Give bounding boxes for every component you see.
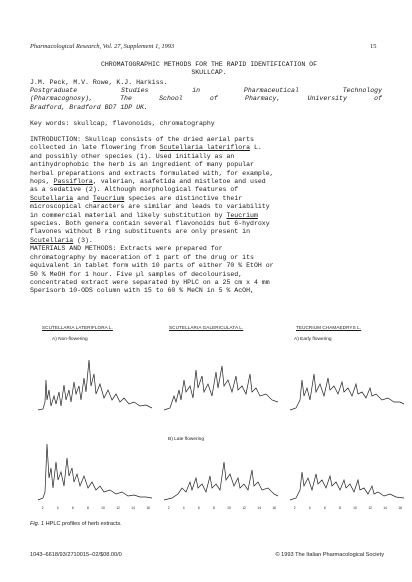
keywords-text: skullcap, flavonoids, chromatography bbox=[73, 120, 215, 127]
axis-tick-label: 14 bbox=[383, 506, 387, 510]
chromatogram-trace bbox=[34, 418, 156, 504]
axis-tick-label: 16 bbox=[272, 506, 277, 510]
keywords-label: Key words: bbox=[30, 120, 70, 127]
x-axis bbox=[290, 504, 406, 512]
genus-name: Scutellaria bbox=[30, 194, 74, 202]
axis-tick-label: 10 bbox=[227, 506, 231, 510]
body-line: concentrated extract were separated by HPLC on a 25 cm x 4 mm bbox=[30, 278, 270, 286]
axis-tick-label: 8 bbox=[212, 506, 215, 510]
axis-tick-label: 2 bbox=[293, 506, 296, 510]
title-line: CHROMATOGRAPHIC METHODS FOR THE RAPID IDENTIFICATION OF bbox=[100, 61, 318, 68]
figure-column-header: SCUTELLARIA LATERIFLORA L. bbox=[42, 325, 113, 330]
axis-tick-label: 4 bbox=[308, 506, 311, 510]
axis-tick-label: 16 bbox=[398, 506, 403, 510]
body-line: microscopical characters are similar and leads to variability bbox=[30, 203, 270, 211]
axis-tick-label: 6 bbox=[323, 506, 326, 510]
caption-text: HPLC profiles of herb extracts. bbox=[45, 521, 122, 527]
section-label-methods: MATERIALS AND METHODS: bbox=[30, 245, 117, 253]
axis-tick-label: 10 bbox=[101, 506, 105, 510]
title-line: SKULLCAP. bbox=[191, 69, 227, 77]
genus-name: Passiflora bbox=[53, 178, 93, 186]
journal-header: Pharmacological Research, Vol. 27, Supplement 1, 1993 bbox=[30, 43, 175, 50]
figure-column-header: SCUTELLARIA GALERICULATA L. bbox=[169, 325, 244, 330]
axis-tick-label: 2 bbox=[41, 506, 44, 510]
body-line: MATERIALS AND METHODS: Extracts were prepared for bbox=[30, 245, 223, 253]
chromatogram-trace bbox=[286, 418, 408, 504]
axis-tick-label: 4 bbox=[182, 506, 185, 510]
axis-tick-label: 6 bbox=[197, 506, 200, 510]
section-label-introduction: INTRODUCTION: bbox=[30, 136, 82, 143]
axis-tick-label: 6 bbox=[71, 506, 74, 510]
body-line: hops, Passiflora, valerian, asafetida and mistletoe and used bbox=[30, 178, 266, 186]
affiliation-line: Postgraduate Studies in Pharmaceutical Technology bbox=[30, 87, 382, 94]
author-list: J.M. Peck, M.V. Rowe, K.J. Harkiss. bbox=[30, 79, 168, 86]
affiliation-line: (Pharmacognosy), The School of Pharmacy, University of bbox=[30, 95, 382, 103]
chromatogram-trace bbox=[34, 330, 156, 414]
x-axis bbox=[164, 504, 280, 512]
footer-code: 1043–6618/93/2710015–02/$08.00/0 bbox=[30, 552, 122, 558]
keywords bbox=[30, 120, 380, 128]
article-body bbox=[30, 136, 382, 296]
body-line: herbal preparations and extracts formulated with, for example, bbox=[30, 169, 274, 177]
genus-name: Scutellaria bbox=[30, 236, 74, 244]
axis-tick-label: 8 bbox=[86, 506, 89, 510]
panel-label: A) Early flowering bbox=[294, 337, 332, 342]
body-line: species. Both genera contain several flavonoids but 6-hydroxy bbox=[30, 220, 270, 228]
figure-number: Fig. 1 bbox=[30, 521, 44, 527]
axis-tick-label: 16 bbox=[146, 506, 151, 510]
page-number: 15 bbox=[370, 43, 377, 50]
body-line: Sperisorb 10-ODS column with 15 to 60 % MeCN in 5 % AcOH, bbox=[30, 287, 254, 295]
affiliation bbox=[30, 87, 382, 112]
body-line: and possibly other species (1). Used initially as an bbox=[30, 152, 235, 160]
axis-tick-label: 12 bbox=[368, 506, 372, 510]
genus-name: Teucrium bbox=[92, 194, 125, 202]
axis-tick-label: 14 bbox=[131, 506, 135, 510]
axis-tick-label: 8 bbox=[338, 506, 341, 510]
axis-tick-label: 2 bbox=[167, 506, 170, 510]
axis-tick-label: 10 bbox=[353, 506, 357, 510]
figure-column-header: TEUCRIUM CHAMAEDRYS L. bbox=[296, 325, 362, 330]
body-line: as a sedative (2). Although morphological features of bbox=[30, 186, 239, 194]
axis-tick-label: 4 bbox=[56, 506, 59, 510]
body-line: antihydrophobic the herb is an ingredient of many popular bbox=[30, 161, 254, 169]
body-line: INTRODUCTION: Skullcap consists of the dried aerial parts bbox=[30, 136, 254, 143]
body-line: chromatography by maceration of 1 part of the drug or its bbox=[30, 253, 254, 261]
body-line: Scutellaria (3). bbox=[30, 236, 93, 244]
genus-name: Teucrium bbox=[226, 211, 258, 219]
chromatogram-trace bbox=[160, 330, 282, 414]
footer-copyright: © 1993 The Italian Pharmacological Society bbox=[275, 552, 384, 558]
article-title bbox=[44, 61, 374, 78]
body-line: collected in late flowering from Scutellaria lateriflora L. bbox=[30, 144, 262, 152]
body-line: 50 % MeOH for 1 hour. Five µl samples of decolourised, bbox=[30, 270, 243, 278]
axis-tick-label: 12 bbox=[116, 506, 120, 510]
affiliation-line: Bradford, Bradford BD7 1DP UK. bbox=[30, 103, 148, 111]
body-line: in commercial material and likely substitution by Teucrium bbox=[30, 211, 258, 219]
x-axis bbox=[38, 504, 154, 512]
axis-tick-label: 12 bbox=[242, 506, 246, 510]
chromatogram-trace bbox=[286, 330, 408, 414]
panel-label: B) Late flowering bbox=[168, 437, 204, 442]
species-name: Scutellaria lateriflora bbox=[159, 144, 251, 152]
chromatogram-trace bbox=[160, 418, 282, 504]
body-line: flavones without B ring substituents are only present in bbox=[30, 228, 251, 236]
body-line: equivalent in tablet form with 10 parts of either 70 % EtOH or bbox=[30, 262, 274, 270]
panel-label: A) Non-flowering bbox=[52, 337, 88, 342]
axis-tick-label: 14 bbox=[257, 506, 261, 510]
figure-caption bbox=[30, 521, 122, 527]
body-line: Scutellaria and Teucrium species are distinctive their bbox=[30, 194, 243, 202]
